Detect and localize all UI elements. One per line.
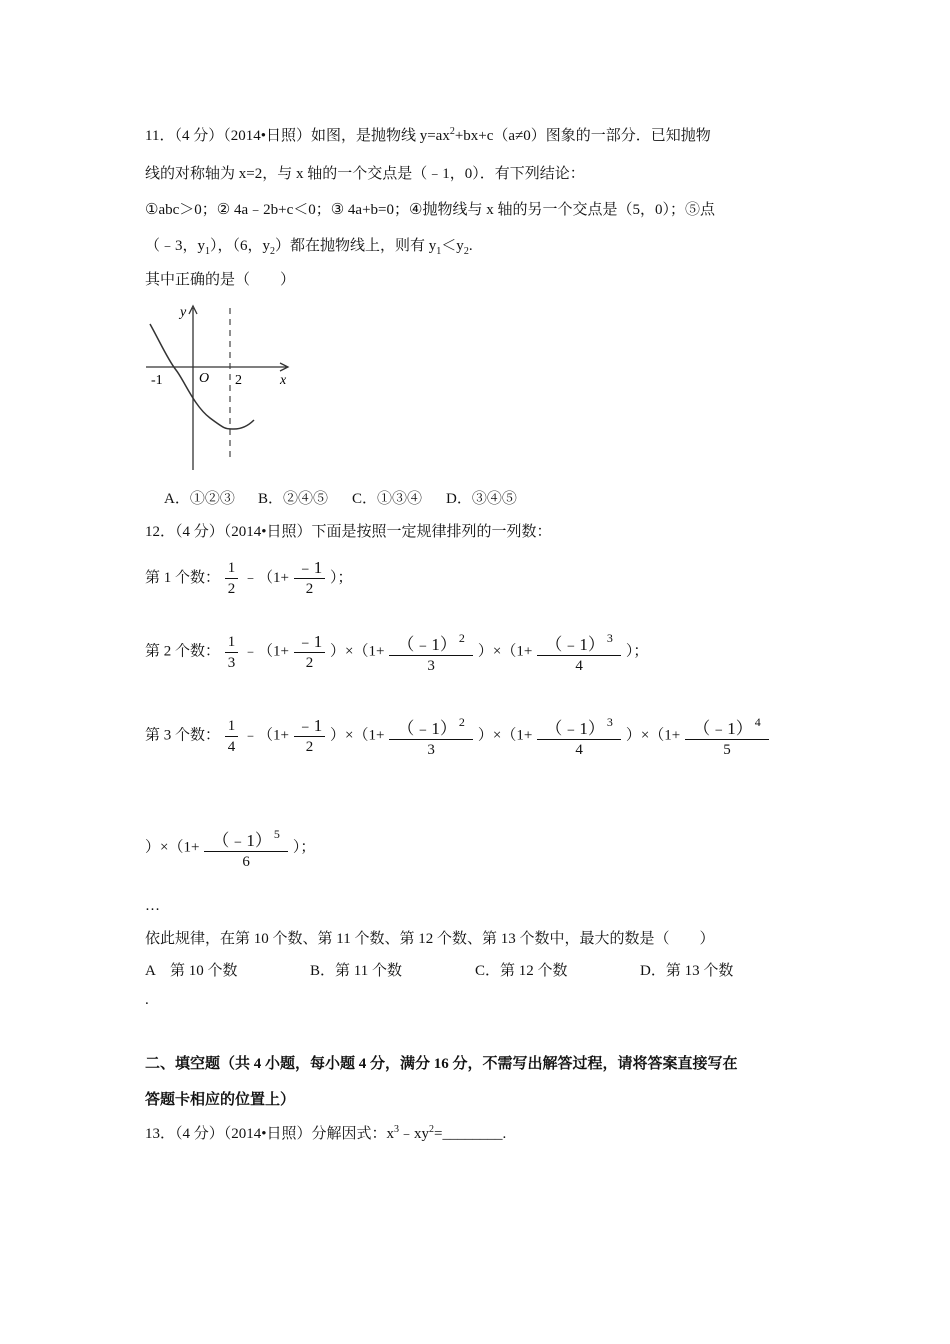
item1-minus: ﹣（1+	[243, 569, 289, 586]
q11-l4-sub1: 1	[205, 246, 211, 257]
frac-pow3-4: $\frac{(﹣1) ^3}{4}$	[537, 628, 621, 676]
item2-times2: ）×（1+	[477, 643, 533, 660]
q11-options	[164, 489, 517, 509]
q11-l4d: ＜y	[441, 238, 464, 254]
q12-option-d[interactable]: D．第 13 个数	[640, 963, 734, 979]
frac-1-3: $\frac{1}{3}$	[225, 632, 239, 673]
q12-line1: 12．（4 分）（2014•日照）下面是按照一定规律排列的一列数：	[145, 524, 552, 540]
q13-text-a: 13．（4 分）（2014•日照）分解因式：x	[145, 1126, 395, 1142]
q11-sup: 2	[449, 126, 455, 137]
frac-neg1-2: $\frac{﹣1}{2}$	[294, 558, 326, 599]
item1-prefix: 第 1 个数：	[145, 569, 221, 586]
q12-options	[145, 961, 733, 981]
q11-line2: 线的对称轴为 x=2，与 x 轴的一个交点是（﹣1，0）．有下列结论：	[145, 166, 585, 182]
q13-sup1: 3	[394, 1124, 400, 1135]
q11-l4-sub3: 1	[436, 246, 442, 257]
q11-line1	[145, 126, 711, 146]
q12-dot: .	[145, 992, 149, 1008]
q11-option-b[interactable]: B．②④⑤	[258, 491, 329, 507]
origin-label: O	[199, 371, 210, 386]
q11-l4a: （﹣3，y	[145, 238, 206, 254]
q11-l4-sub4: 2	[463, 246, 469, 257]
q11-line5: 其中正确的是（ ）	[145, 272, 296, 288]
q11-option-c[interactable]: C．①③④	[352, 491, 423, 507]
frac-neg1-2: $\frac{﹣1}{2}$	[294, 632, 326, 673]
x-label: x	[280, 373, 287, 388]
q11-l4b: ），（6，y	[210, 238, 271, 254]
neg1-label: -1	[151, 373, 163, 388]
frac-1-4: $\frac{1}{4}$	[225, 716, 239, 757]
frac-pow2-3: $\frac{(﹣1) ^2}{3}$	[389, 712, 473, 760]
section2-heading-line1: 二、填空题（共 4 小题，每小题 4 分，满分 16 分，不需写出解答过程，请将答案直接写在	[145, 1056, 738, 1072]
q11-option-a[interactable]: A．①②③	[164, 491, 235, 507]
q12-item3	[145, 712, 770, 760]
item2-minus: ﹣（1+	[243, 643, 289, 660]
item1-close: ）；	[329, 569, 353, 586]
item3-times3: ）×（1+	[625, 727, 681, 744]
q12-option-b[interactable]: B．第 11 个数	[310, 963, 402, 979]
item3-prefix: 第 3 个数：	[145, 727, 221, 744]
q11-text-tail: +bx+c（a≠0）图象的一部分．已知抛物	[454, 128, 711, 144]
q12-option-a[interactable]: A 第 10 个数	[145, 963, 238, 979]
two-label: 2	[235, 373, 242, 388]
item2-prefix: 第 2 个数：	[145, 643, 221, 660]
item2-times1: ）×（1+	[329, 643, 385, 660]
frac-pow5-6: $\frac{(﹣1) ^5}{6}$	[204, 824, 288, 872]
frac-pow4-5: $\frac{(﹣1) ^4}{5}$	[685, 712, 769, 760]
section2-heading-line2: 答题卡相应的位置上）	[145, 1092, 296, 1108]
item2-close: ）；	[625, 643, 649, 660]
q12-ellipsis: …	[145, 898, 160, 914]
frac-pow3-4: $\frac{(﹣1) ^3}{4}$	[537, 712, 621, 760]
q11-line4	[145, 236, 473, 256]
y-label: y	[180, 305, 187, 320]
q12-item1	[145, 558, 353, 599]
frac-pow2-3: $\frac{(﹣1) ^2}{3}$	[389, 628, 473, 676]
q11-line3: ①abc＞0；② 4a﹣2b+c＜0；③ 4a+b=0；④抛物线与 x 轴的另一个交点是（5，0）；⑤点	[145, 202, 715, 218]
q11-option-d[interactable]: D．③④⑤	[446, 491, 517, 507]
q12-option-c[interactable]: C．第 12 个数	[475, 963, 568, 979]
parabola-graph	[144, 302, 296, 476]
q11-text: 11．（4 分）（2014•日照）如图，是抛物线 y=ax	[145, 128, 450, 144]
item3-times1: ）×（1+	[329, 727, 385, 744]
q11-l4-sub2: 2	[270, 246, 276, 257]
q12-item3-cont	[145, 824, 315, 872]
frac-neg1-2: $\frac{﹣1}{2}$	[294, 716, 326, 757]
q13-sup2: 2	[429, 1124, 435, 1135]
item3-minus: ﹣（1+	[243, 727, 289, 744]
q12-question: 依此规律，在第 10 个数、第 11 个数、第 12 个数、第 13 个数中，最大的数是（ ）	[145, 931, 715, 947]
q13-text-b: ﹣xy	[399, 1126, 430, 1142]
q11-l4c: ）都在抛物线上，则有 y	[275, 238, 437, 254]
item3-times2: ）×（1+	[477, 727, 533, 744]
q13-answer-blank[interactable]: =________.	[434, 1126, 507, 1142]
q12-item2	[145, 628, 648, 676]
item3-close: ）；	[292, 839, 316, 856]
frac-1-2: $\frac{1}{2}$	[225, 558, 239, 599]
q11-l4e: .	[468, 238, 473, 254]
item3-cont-start: ）×（1+	[145, 839, 200, 856]
q13-line	[145, 1124, 506, 1144]
